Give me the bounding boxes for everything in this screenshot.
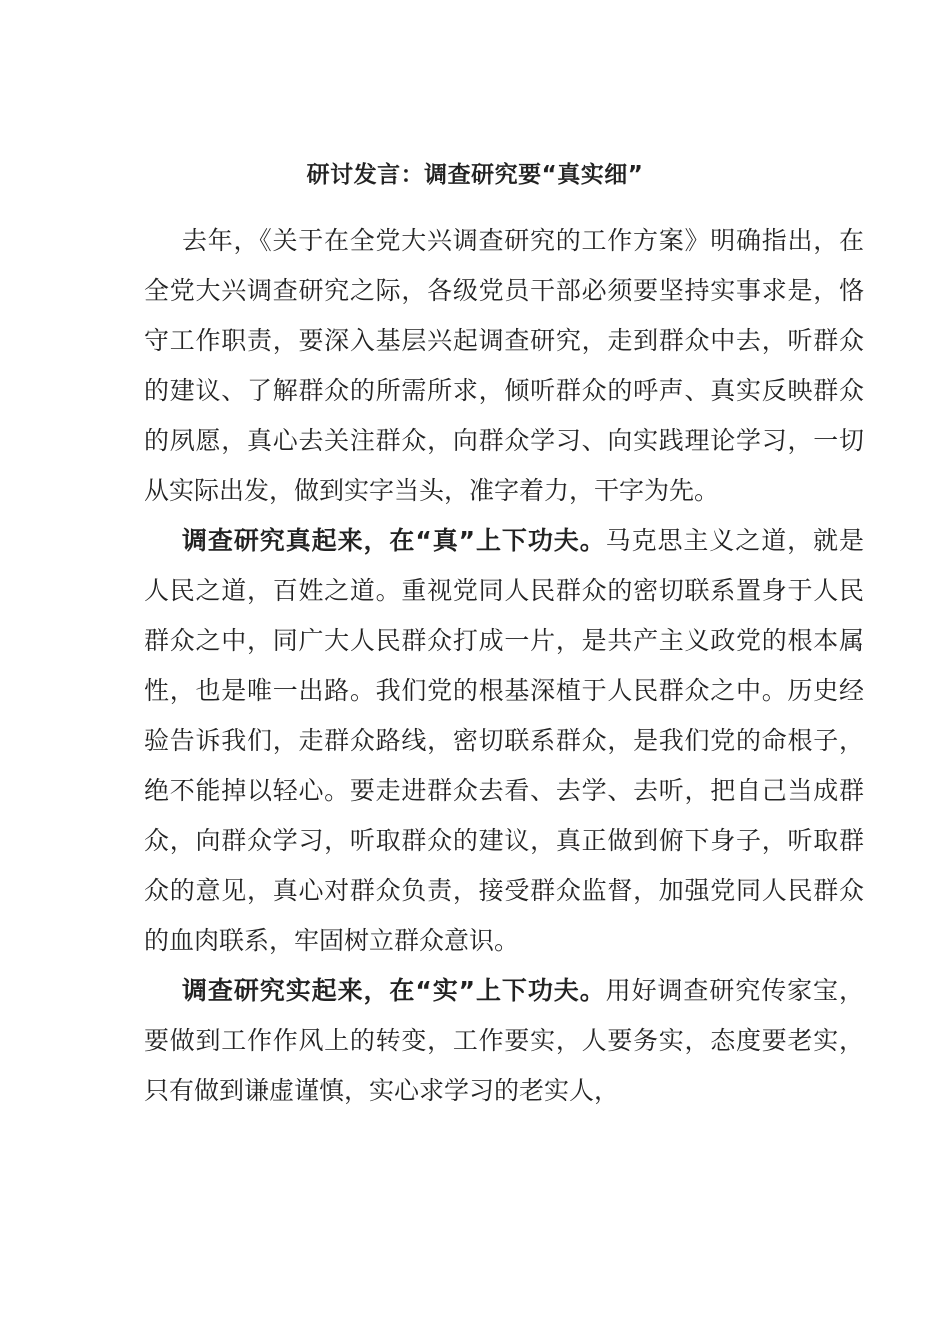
document-title: 研讨发言：调查研究要“真实细” (306, 162, 644, 188)
document-body (144, 216, 864, 1116)
paragraph-2 (144, 516, 864, 966)
paragraph-2-lead: 调查研究真起来，在“真”上下功夫。 (182, 526, 606, 555)
paragraph-3-lead: 调查研究实起来，在“实”上下功夫。 (182, 976, 606, 1005)
paragraph-1 (144, 216, 864, 516)
paragraph-1-text: 去年，《关于在全党大兴调查研究的工作方案》明确指出，在全党大兴调查研究之际，各级党员干部必须要坚持实事求是，恪守工作职责，要深入基层兴起调查研究，走到群众中去，听群众的建议、了解群众的所需所求，倾听群众的呼声、真实反映群众的夙愿，真心去关注群众，向群众学习、向实践理论学习，一切从实际出发，做到实字当头，准字着力，干字为先。 (144, 226, 864, 505)
paragraph-3 (144, 966, 864, 1116)
paragraph-3-text: 用好调查研究传家宝，要做到工作作风上的转变，工作要实，人要务实，态度要老实，只有做到谦虚谨慎，实心求学习的老实人， (144, 976, 864, 1105)
paragraph-2-text: 马克思主义之道，就是人民之道，百姓之道。重视党同人民群众的密切联系置身于人民群众之中，同广大人民群众打成一片，是共产主义政党的根本属性，也是唯一出路。我们党的根基深植于人民群众之中。历史经验告诉我们，走群众路线，密切联系群众，是我们党的命根子，绝不能掉以轻心。要走进群众去看、去学、去听，把自己当成群众，向群众学习，听取群众的建议，真正做到俯下身子，听取群众的意见，真心对群众负责，接受群众监督，加强党同人民群众的血肉联系，牢固树立群众意识。 (144, 526, 864, 955)
